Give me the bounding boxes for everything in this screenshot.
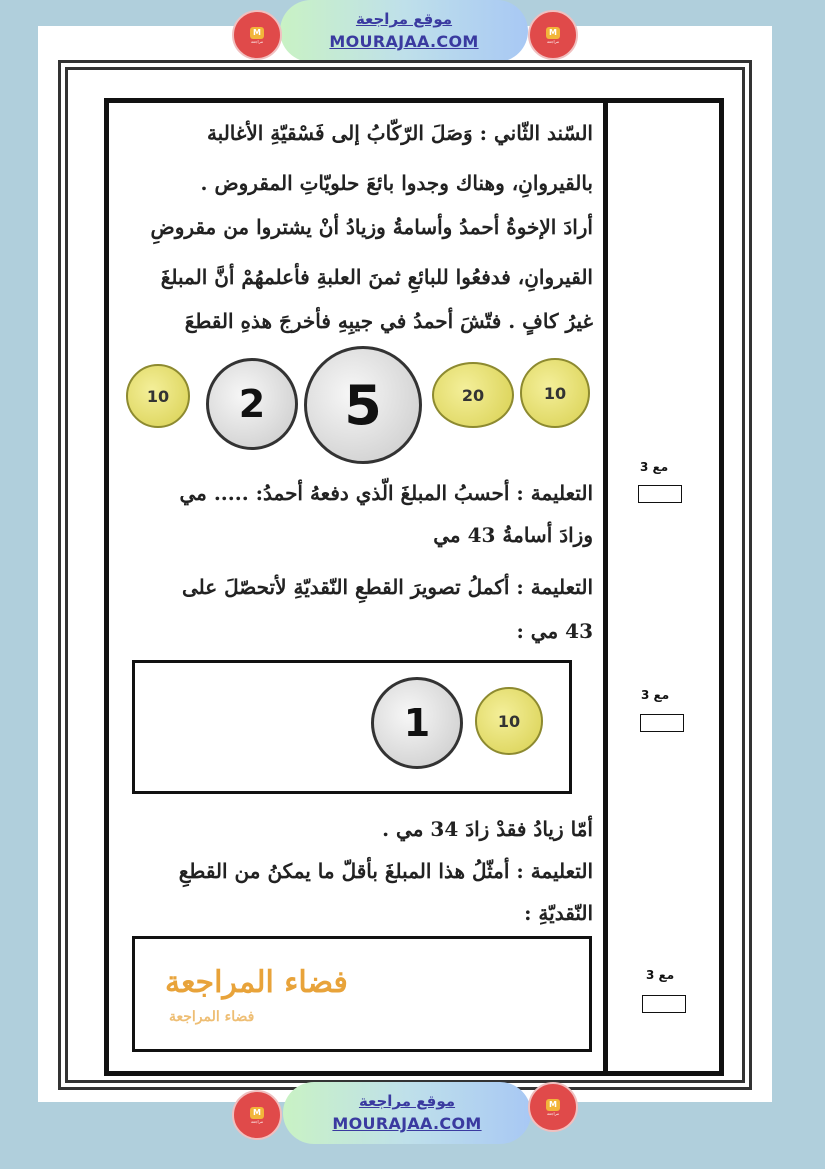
coin-10: 10 xyxy=(520,358,590,428)
site-banner-top[interactable] xyxy=(280,0,528,62)
watermark-subtitle: فضاء المراجعة xyxy=(169,1009,255,1025)
coin-20: 20 xyxy=(432,362,514,428)
task-label: التعليمة : xyxy=(516,575,593,599)
site-logo-icon: M مراجعة xyxy=(528,1082,578,1132)
score-label: مع 3 xyxy=(641,688,670,702)
coin-10: 10 xyxy=(475,687,543,755)
score-label: مع 3 xyxy=(646,968,675,982)
score-label: مع 3 xyxy=(640,460,669,474)
coin-10: 10 xyxy=(126,364,190,428)
score-box[interactable] xyxy=(638,485,682,503)
sanad-line-4: القيروانِ، فدفعُوا للبائعِ ثمنَ العلبةِ فأعلمهُمْ أنَّ المبلغَ xyxy=(160,265,593,289)
task-label: التعليمة : xyxy=(516,481,593,505)
task-text: أحسبُ المبلغَ الّذي دفعهُ أحمدُ: ..... مي xyxy=(179,481,510,505)
score-column-divider xyxy=(603,98,608,1076)
site-name-ar: موقع مراجعة xyxy=(358,1092,456,1110)
task-3-line-2: النّقديّةِ : xyxy=(524,901,593,925)
ziad-line: أمّا زيادُ فقدْ زادَ 34 مي . xyxy=(382,817,593,841)
site-banner-bottom[interactable] xyxy=(283,1082,531,1144)
site-name-en: MOURAJAA.COM xyxy=(332,1114,482,1133)
coin-1: 1 xyxy=(371,677,463,769)
task-1-line-2: وزادَ أسامةُ 43 مي xyxy=(433,523,593,547)
sanad-line-1 xyxy=(133,118,593,148)
task-1 xyxy=(133,478,593,508)
sanad-text: وَصَلَ الرّكّابُ إلى فَسْقيّةِ الأغالبة xyxy=(206,121,473,145)
sanad-line-2: بالقيروانِ، وهناك وجدوا بائعَ حلويّاتِ المقروض . xyxy=(200,171,593,195)
sanad-label: السّند الثّاني : xyxy=(479,121,593,145)
site-logo-icon: M مراجعة xyxy=(528,10,578,60)
coin-2: 2 xyxy=(206,358,298,450)
answer-box-coins[interactable] xyxy=(132,660,572,794)
task-2 xyxy=(133,572,593,602)
score-box[interactable] xyxy=(640,714,684,732)
site-name-ar: موقع مراجعة xyxy=(355,10,453,28)
sanad-line-5: غيرُ كافٍ . فتّشَ أحمدُ في جيبِهِ فأخرجَ هذهِ القطعَ xyxy=(184,309,593,333)
sanad-line-3: أرادَ الإخوةُ أحمدُ وأسامةُ وزيادُ أنْ يشتروا من مقروضِ xyxy=(150,215,593,239)
task-label: التعليمة : xyxy=(516,859,593,883)
site-logo-icon: M مراجعة xyxy=(232,1090,282,1140)
coin-5: 5 xyxy=(304,346,422,464)
site-logo-icon: M مراجعة xyxy=(232,10,282,60)
task-text: أكملُ تصويرَ القطعِ النّقديّةِ لأتحصّلَ على xyxy=(181,575,510,599)
task-2-line-2: 43 مي : xyxy=(516,619,593,643)
answer-box-minimum-coins[interactable] xyxy=(132,936,592,1052)
site-name-en: MOURAJAA.COM xyxy=(329,32,479,51)
score-box[interactable] xyxy=(642,995,686,1013)
watermark-title: فضاء المراجعة xyxy=(165,965,348,1000)
task-text: أمثّلُ هذا المبلغَ بأقلّ ما يمكنُ من القطعِ xyxy=(178,859,510,883)
task-3 xyxy=(133,856,593,886)
